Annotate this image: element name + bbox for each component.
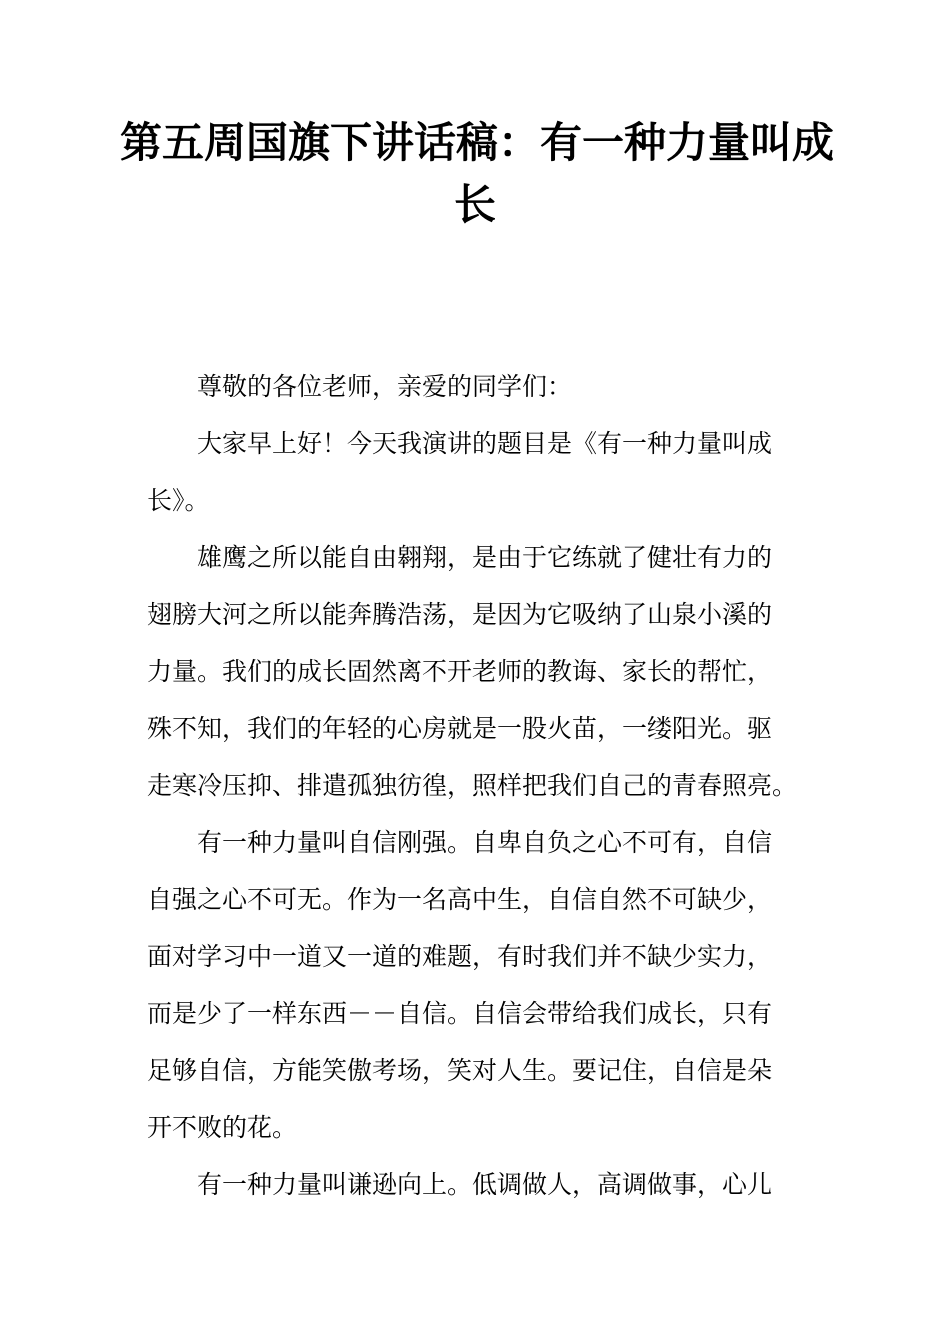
paragraph-line: 自强之心不可无。作为一名高中生，自信自然不可缺少， bbox=[147, 885, 773, 914]
paragraph-line: 走寒冷压抑、排遣孤独彷徨，照样把我们自己的青春照亮。 bbox=[147, 771, 798, 800]
title-line-1: 第五周国旗下讲话稿：有一种力量叫成 bbox=[120, 118, 835, 167]
paragraph-line: 力量。我们的成长固然离不开老师的教诲、家长的帮忙， bbox=[147, 657, 773, 686]
document-body bbox=[147, 358, 807, 1213]
paragraph-line: 尊敬的各位老师，亲爱的同学们： bbox=[197, 372, 573, 401]
paragraph-greeting bbox=[147, 358, 807, 415]
paragraph-line: 殊不知，我们的年轻的心房就是一股火苗，一缕阳光。驱 bbox=[147, 714, 773, 743]
paragraph-confidence bbox=[147, 814, 807, 1156]
paragraph-line: 雄鹰之所以能自由翱翔，是由于它练就了健壮有力的 bbox=[197, 543, 773, 572]
title-line-2: 长 bbox=[453, 180, 496, 229]
paragraph-line: 翅膀大河之所以能奔腾浩荡，是因为它吸纳了山泉小溪的 bbox=[147, 600, 773, 629]
paragraph-line: 开不败的花。 bbox=[147, 1113, 298, 1142]
paragraph-line: 有一种力量叫谦逊向上。低调做人，高调做事，心儿 bbox=[197, 1170, 773, 1199]
paragraph-modesty bbox=[147, 1156, 807, 1213]
paragraph-line: 有一种力量叫自信刚强。自卑自负之心不可有，自信 bbox=[197, 828, 773, 857]
paragraph-intro bbox=[147, 415, 807, 529]
paragraph-line: 面对学习中一道又一道的难题，有时我们并不缺少实力， bbox=[147, 942, 773, 971]
paragraph-line: 长》。 bbox=[147, 486, 210, 515]
paragraph-line: 而是少了一样东西－－自信。自信会带给我们成长，只有 bbox=[147, 999, 773, 1028]
paragraph-eagle bbox=[147, 529, 807, 814]
paragraph-line: 足够自信，方能笑傲考场，笑对人生。要记住，自信是朵 bbox=[147, 1056, 773, 1085]
paragraph-line: 大家早上好！今天我演讲的题目是《有一种力量叫成 bbox=[197, 429, 773, 458]
document-title bbox=[120, 112, 835, 236]
